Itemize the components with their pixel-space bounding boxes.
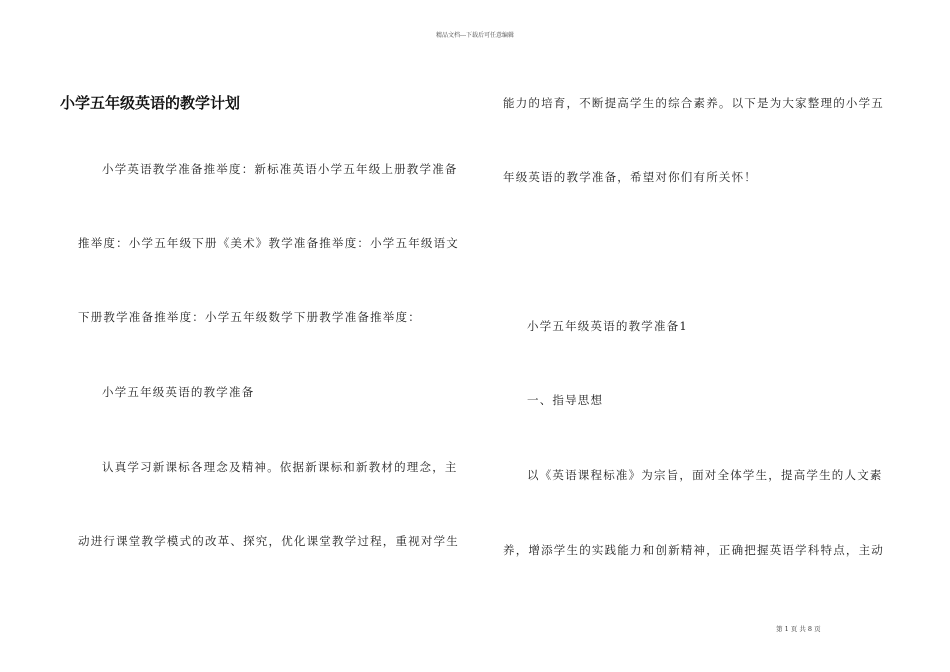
document-title: 小学五年级英语的教学计划 [60,94,241,112]
page-number: 第 1 页 共 8 页 [776,625,821,633]
right-section-heading: 小学五年级英语的教学准备1 [527,319,688,333]
right-subheading: 一、指导思想 [527,393,604,407]
left-paragraph-line-4: 认真学习新课标各理念及精神。依据新课标和新教材的理念，主 [102,460,458,474]
left-paragraph-line-5: 动进行课堂教学模式的改革、探究，优化课堂教学过程，重视对学生 [78,534,459,548]
left-paragraph-line-2: 推举度：小学五年级下册《美术》教学准备推举度：小学五年级语文 [78,236,459,250]
right-paragraph-line-2: 年级英语的教学准备，希望对你们有所关怀！ [503,170,757,184]
right-paragraph-line-4: 养，增添学生的实践能力和创新精神，正确把握英语学科特点，主动 [503,543,884,557]
left-section-heading: 小学五年级英语的教学准备 [102,385,255,399]
left-paragraph-line-3: 下册教学准备推举度：小学五年级数学下册教学准备推举度： [78,310,421,324]
right-paragraph-line-1: 能力的培育，不断提高学生的综合素养。以下是为大家整理的小学五 [503,96,884,110]
left-paragraph-line-1: 小学英语教学准备推举度：新标准英语小学五年级上册教学准备 [102,162,458,176]
header-note: 精品文档---下载后可任意编辑 [435,32,515,39]
right-paragraph-line-3: 以《英语课程标准》为宗旨，面对全体学生，提高学生的人文素 [527,468,883,482]
